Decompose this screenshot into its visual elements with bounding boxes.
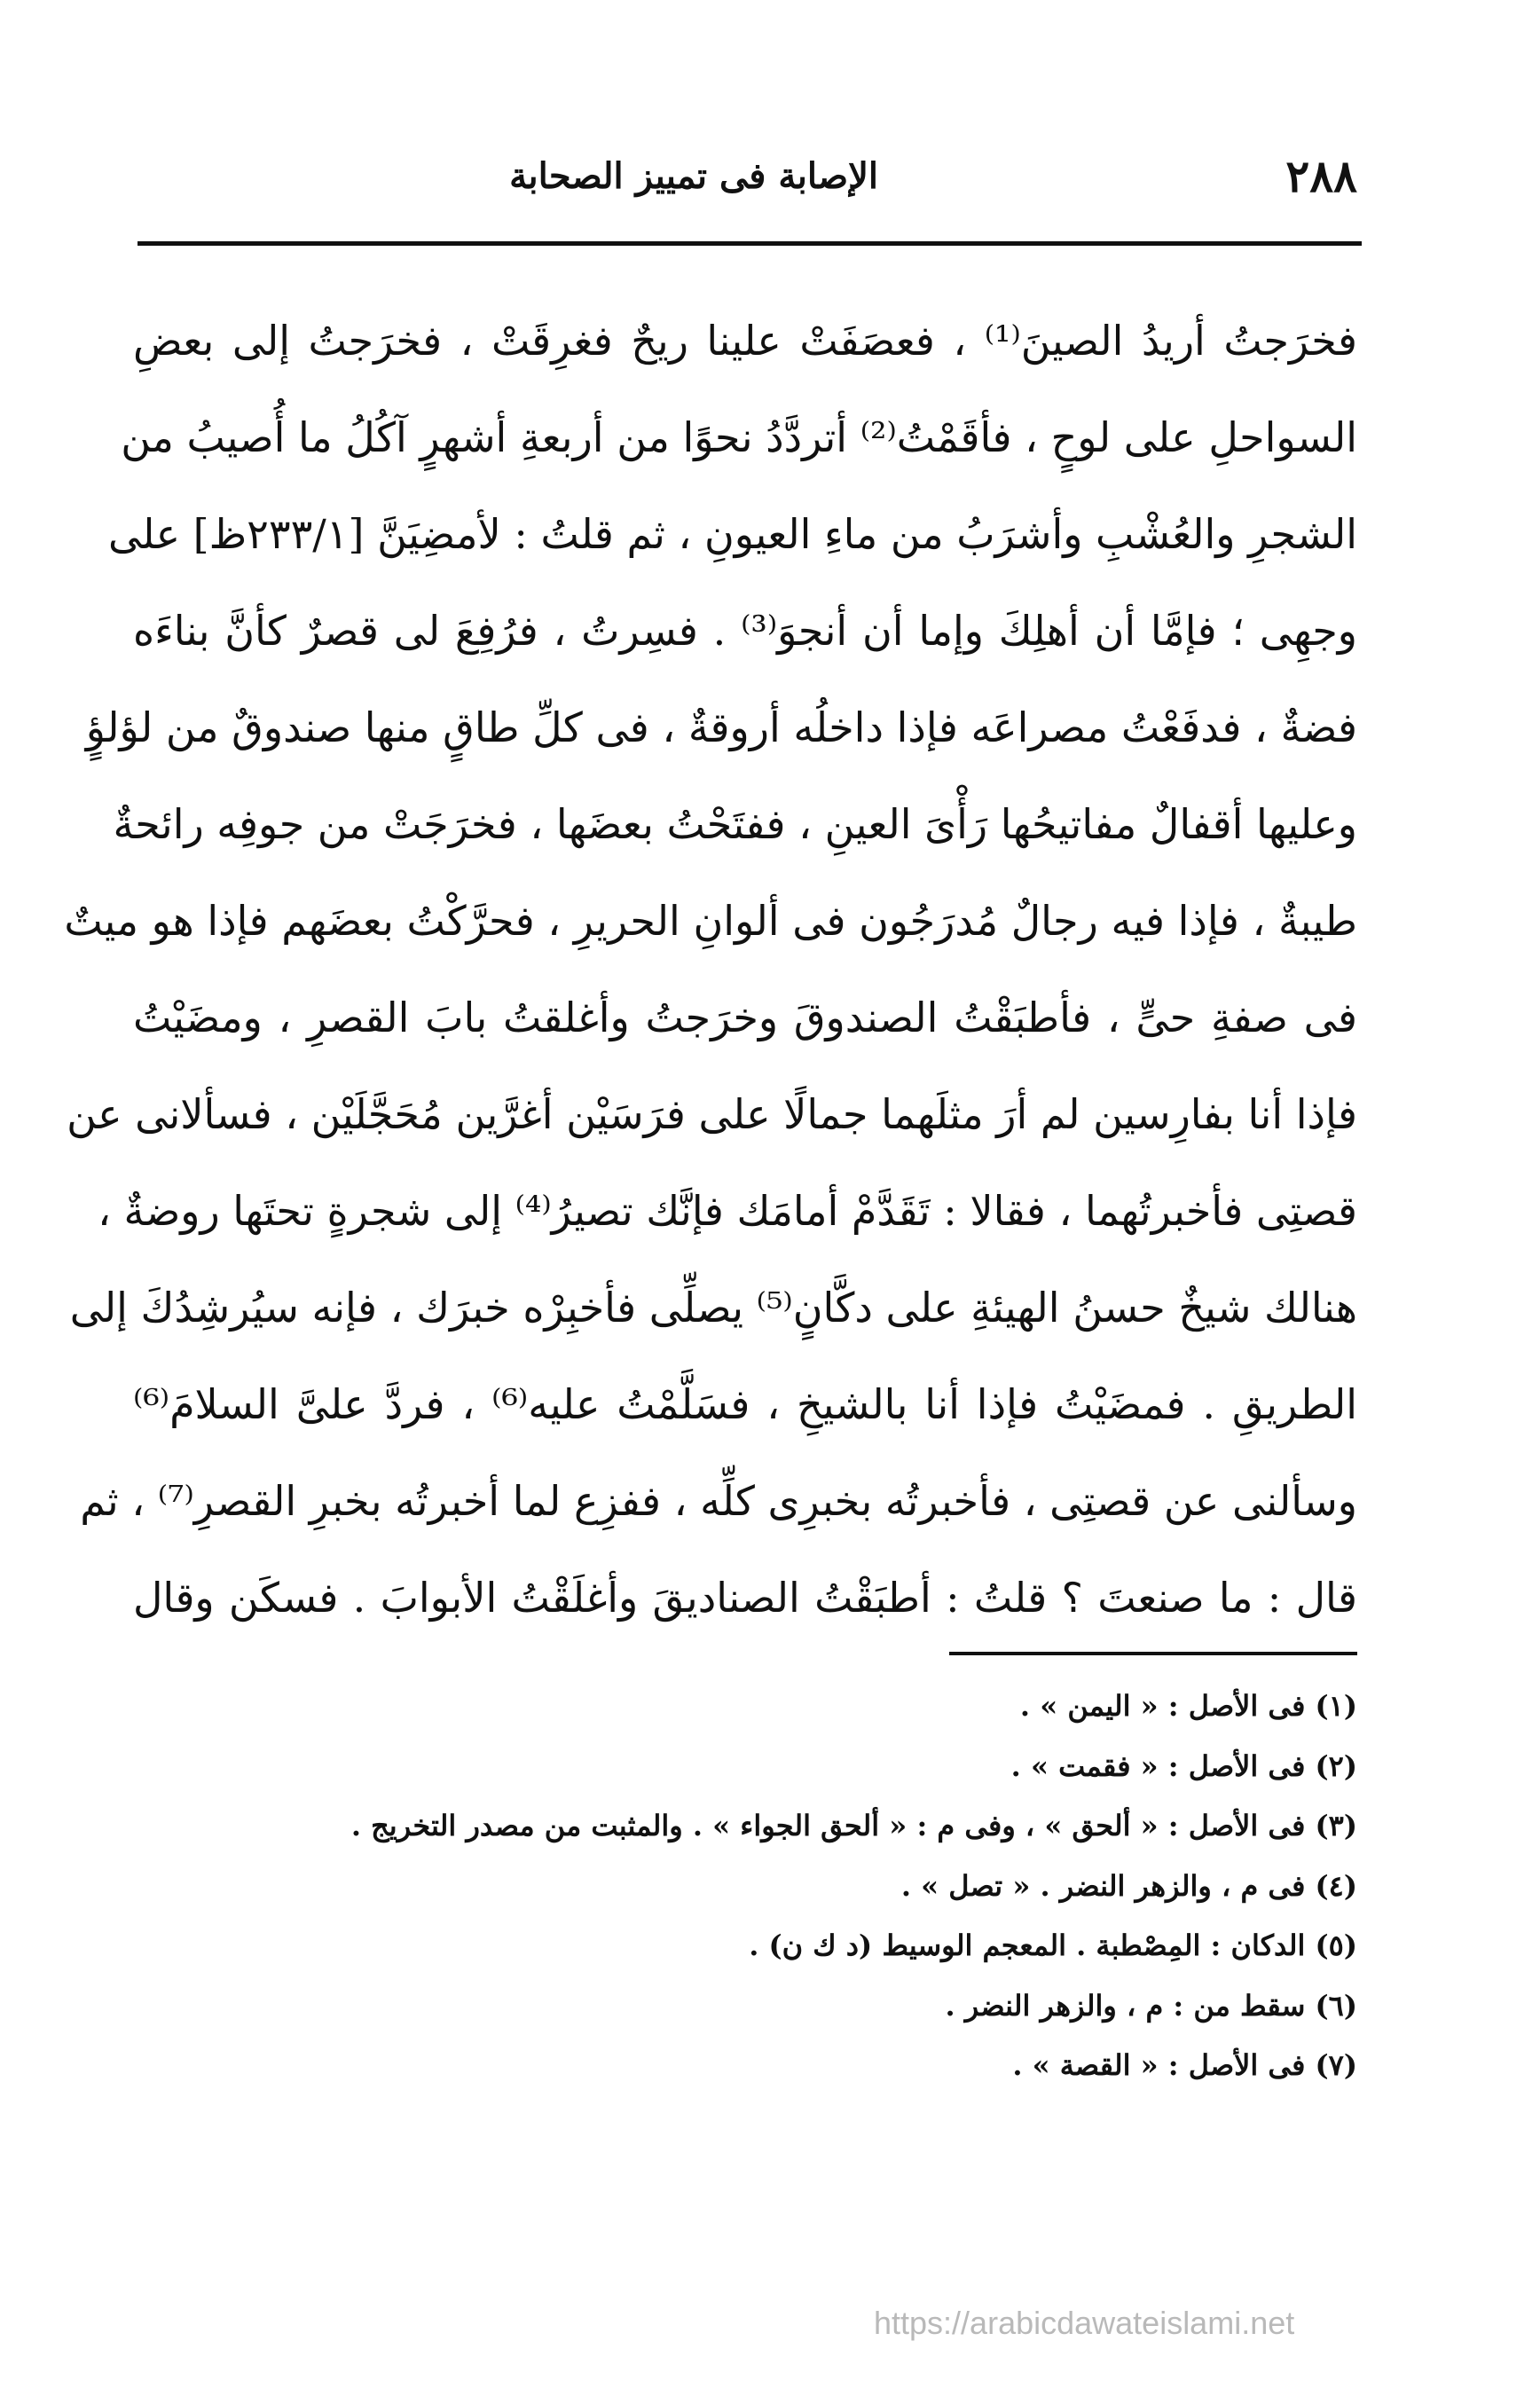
text-line: فإذا أنا بفارِسين لم أرَ مثلَهما جمالًا على فرَسَيْن أغرَّين مُحَجَّلَيْن ، فسألانى عن	[67, 1090, 1357, 1138]
text-line: وجهِى ؛ فإمَّا أن أهلِكَ وإما أن أنجوَ⁽³⁾ . فسِرتُ ، فرُفِعَ لى قصرٌ كأنَّ بناءَه	[133, 607, 1357, 655]
footnote-divider	[949, 1652, 1357, 1655]
text-line: وعليها أقفالٌ مفاتيحُها رَأْىَ العينِ ، ففتَحْتُ بعضَها ، فخرَجَتْ من جوفِه رائحةٌ	[113, 800, 1357, 848]
running-title: الإصابة فى تمييز الصحابة	[509, 155, 878, 197]
text-line: قال : ما صنعتَ ؟ قلتُ : أطبَقْتُ الصناديقَ وأغلَقْتُ الأبوابَ . فسكَن وقال	[133, 1574, 1357, 1622]
main-text	[64, 293, 1357, 1646]
text-line: طيبةٌ ، فإذا فيه رجالٌ مُدرَجُون فى ألوانِ الحريرِ ، فحرَّكْتُ بعضَهم فإذا هو ميتٌ	[64, 897, 1357, 945]
text-line: فخرَجتُ أريدُ الصينَ⁽¹⁾ ، فعصَفَتْ علينا ريحٌ فغرِقَتْ ، فخرَجتُ إلى بعضِ	[133, 317, 1357, 365]
footnotes	[133, 1677, 1357, 2096]
footnote: (٧) فى الأصل : « القصة » .	[1012, 2048, 1357, 2082]
footnote: (٦) سقط من : م ، والزهر النضر .	[945, 1988, 1357, 2023]
text-line: فى صفةِ حىٍّ ، فأطبَقْتُ الصندوقَ وخرَجتُ وأغلقتُ بابَ القصرِ ، ومضَيْتُ	[133, 994, 1357, 1041]
header-divider	[138, 241, 1362, 246]
watermark-url: https://arabicdawateislami.net	[874, 2305, 1295, 2341]
text-line: الطريقِ . فمضَيْتُ فإذا أنا بالشيخِ ، فسَلَّمْتُ عليه⁽⁶⁾ ، فردَّ علىَّ السلامَ⁽⁶⁾	[133, 1380, 1357, 1428]
page-number: ٢٨٨	[1285, 150, 1357, 202]
text-line: هنالك شيخٌ حسنُ الهيئةِ على دكَّانٍ⁽⁵⁾ يصلِّى فأخبِرْه خبرَك ، فإنه سيُرشِدُكَ إلى	[69, 1284, 1357, 1332]
footnote: (١) فى الأصل : « اليمن » .	[1019, 1689, 1357, 1723]
page-header	[138, 150, 1357, 217]
text-line: الشجرِ والعُشْبِ وأشرَبُ من ماءِ العيونِ ، ثم قلتُ : لأمضِيَنَّ [٢٣٣/١ظ] على	[108, 510, 1357, 558]
footnote: (٣) فى الأصل : « ألحق » ، وفى م : « ألحق الجواء » . والمثبت من مصدر التخريج .	[350, 1809, 1357, 1842]
text-line: وسألنى عن قصتِى ، فأخبرتُه بخبرِى كلِّه ، ففزِع لما أخبرتُه بخبرِ القصرِ⁽⁷⁾ ، ثم	[80, 1477, 1357, 1525]
text-line: قصتِى فأخبرتُهما ، فقالا : تَقَدَّمْ أمامَك فإنَّك تصيرُ⁽⁴⁾ إلى شجرةٍ تحتَها روضةٌ ،	[98, 1187, 1357, 1235]
text-line: السواحلِ على لوحٍ ، فأقَمْتُ⁽²⁾ أتردَّدُ نحوًا من أربعةِ أشهرٍ آكُلُ ما أُصيبُ من	[121, 413, 1357, 461]
text-line: فضةٌ ، فدفَعْتُ مصراعَه فإذا داخلُه أروقةٌ ، فى كلِّ طاقٍ منها صندوقٌ من لؤلؤٍ	[85, 703, 1357, 751]
footnote: (٤) فى م ، والزهر النضر . « تصل » .	[900, 1868, 1357, 1903]
footnote: (٥) الدكان : المِصْطبة . المعجم الوسيط (د ك ن) .	[749, 1929, 1357, 1962]
footnote: (٢) فى الأصل : « فقمت » .	[1010, 1748, 1357, 1783]
